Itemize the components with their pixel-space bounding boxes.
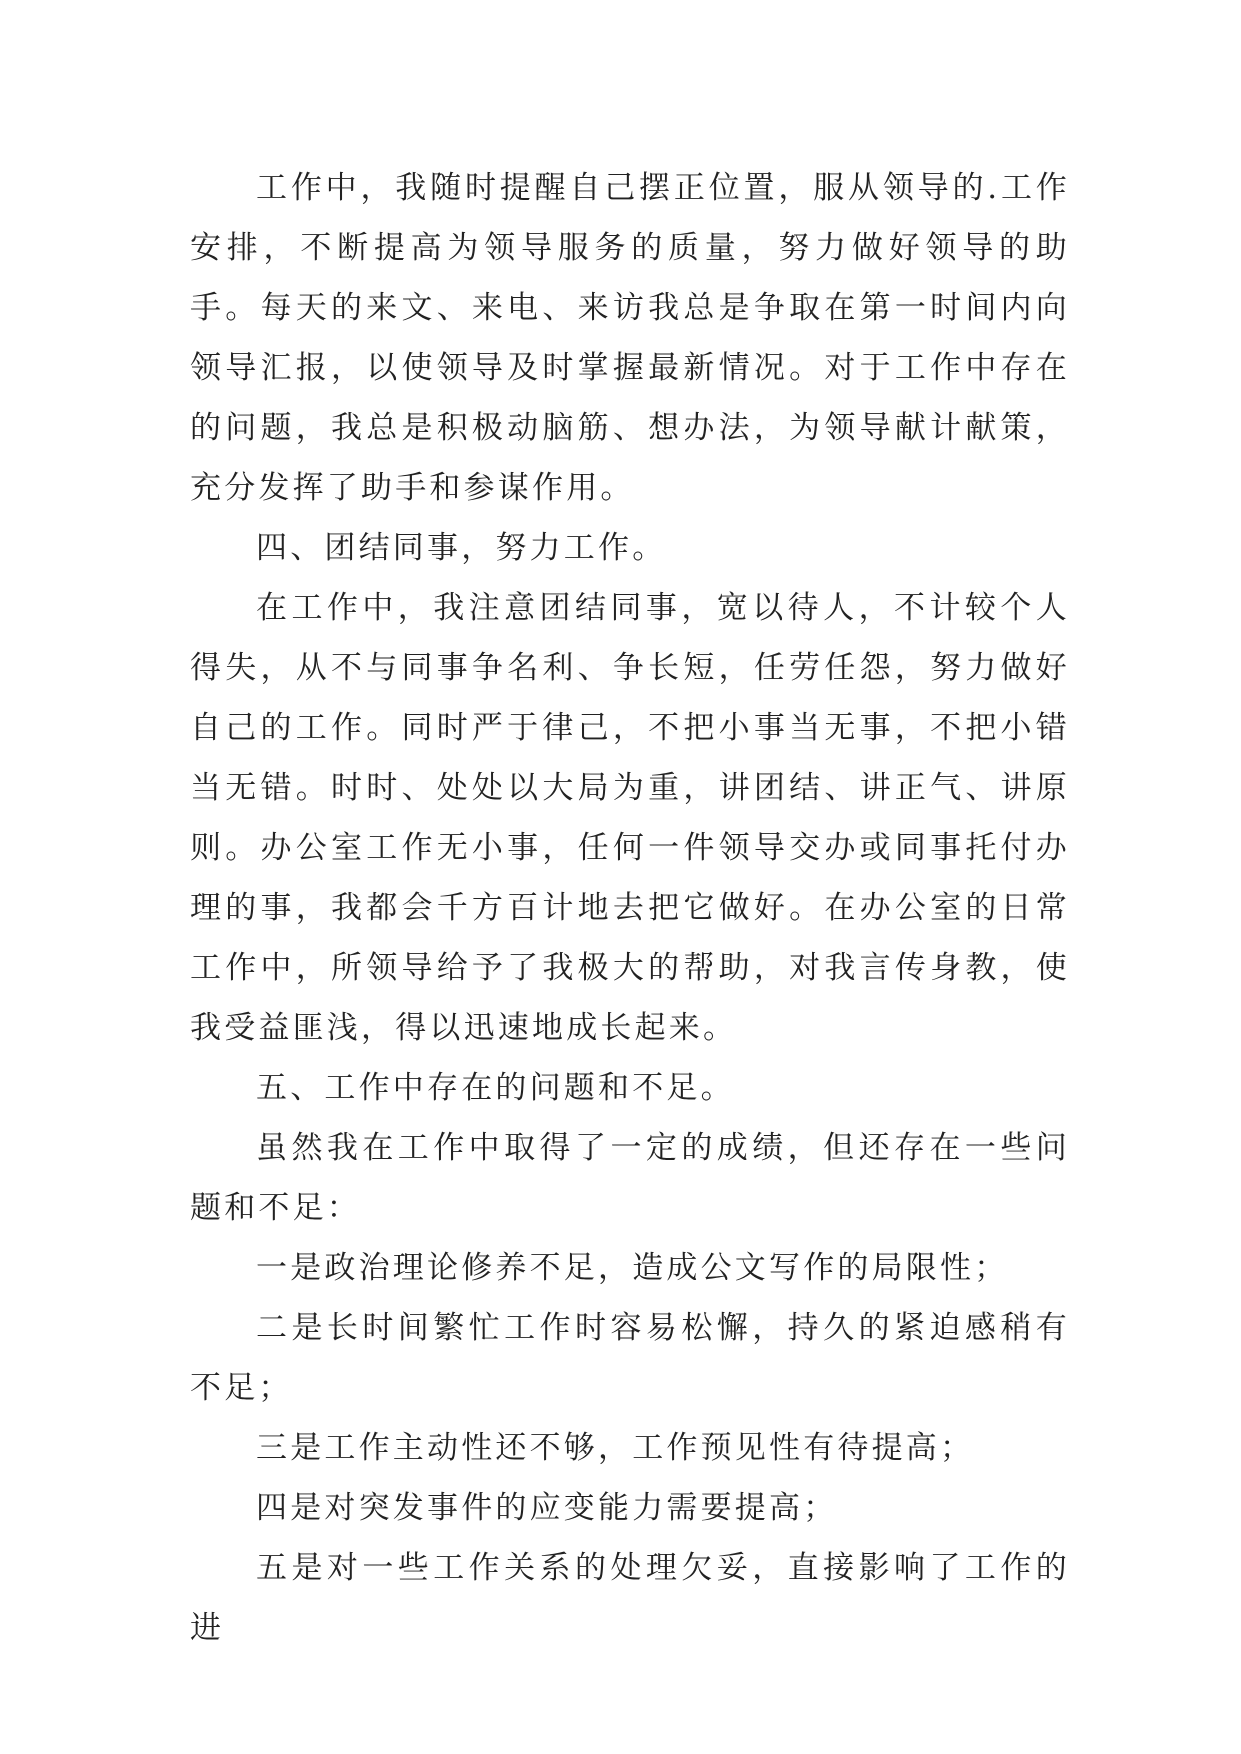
list-item-shortcoming-5: 五是对一些工作关系的处理欠妥，直接影响了工作的进 [190, 1550, 1070, 1646]
document-body [190, 158, 1070, 1658]
heading-section-five: 五、工作中存在的问题和不足。 [256, 1070, 735, 1106]
paragraph-teamwork: 在工作中，我注意团结同事，宽以待人，不计较个人得失，从不与同事争名利、争长短，任劳任怨，努力做好自己的工作。同时严于律己，不把小事当无事，不把小错当无错。时时、处处以大局为重，讲团结、讲正气、讲原则。办公室工作无小事，任何一件领导交办或同事托付办理的事，我都会千方百计地去把它做好。在办公室的日常工作中，所领导给予了我极大的帮助，对我言传身教，使我受益匪浅，得以迅速地成长起来。 [190, 590, 1070, 1046]
paragraph-assisting-leaders: 工作中，我随时提醒自己摆正位置，服从领导的.工作安排，不断提高为领导服务的质量，努力做好领导的助手。每天的来文、来电、来访我总是争取在第一时间内向领导汇报，以使领导及时掌握最新情况。对于工作中存在的问题，我总是积极动脑筋、想办法，为领导献计献策，充分发挥了助手和参谋作用。 [190, 170, 1070, 506]
heading-section-four: 四、团结同事，努力工作。 [256, 530, 667, 566]
list-item-shortcoming-4: 四是对突发事件的应变能力需要提高； [256, 1490, 838, 1526]
list-item-shortcoming-2: 二是长时间繁忙工作时容易松懈，持久的紧迫感稍有不足； [190, 1310, 1070, 1406]
list-item-shortcoming-3: 三是工作主动性还不够，工作预见性有待提高； [256, 1430, 975, 1466]
paragraph-shortcomings-intro: 虽然我在工作中取得了一定的成绩，但还存在一些问题和不足： [190, 1130, 1070, 1226]
list-item-shortcoming-1: 一是政治理论修养不足，造成公文写作的局限性； [256, 1250, 1009, 1286]
